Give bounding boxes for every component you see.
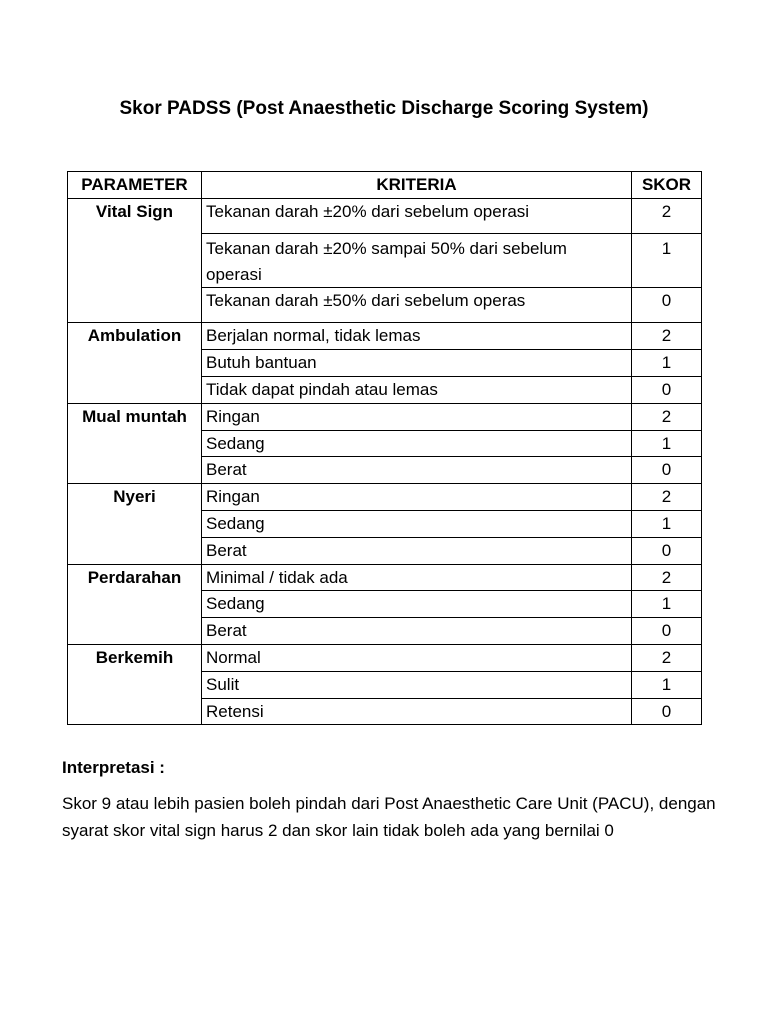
header-skor: SKOR (632, 172, 702, 199)
skor-cell: 1 (632, 510, 702, 537)
parameter-cell: Perdarahan (68, 564, 202, 644)
kriteria-cell: Normal (202, 644, 632, 671)
interpretation-text: Skor 9 atau lebih pasien boleh pindah dari Post Anaesthetic Care Unit (PACU), dengan syarat skor vital sign harus 2 dan skor lain tidak boleh ada yang bernilai 0 (62, 794, 716, 840)
table-row (68, 323, 702, 350)
skor-cell: 2 (632, 484, 702, 511)
kriteria-cell: Tekanan darah ±20% sampai 50% dari sebelum operasi (202, 233, 632, 288)
skor-cell: 0 (632, 618, 702, 645)
kriteria-cell: Ringan (202, 484, 632, 511)
kriteria-cell: Butuh bantuan (202, 350, 632, 377)
table-row (68, 403, 702, 430)
skor-cell: 2 (632, 564, 702, 591)
document-title: Skor PADSS (Post Anaesthetic Discharge Scoring System) (119, 98, 649, 119)
kriteria-cell: Retensi (202, 698, 632, 725)
kriteria-cell: Sedang (202, 430, 632, 457)
kriteria-cell: Ringan (202, 403, 632, 430)
parameter-cell: Mual muntah (68, 403, 202, 483)
interpretation-heading: Interpretasi : (62, 758, 165, 777)
kriteria-cell: Berat (202, 618, 632, 645)
skor-cell: 2 (632, 403, 702, 430)
skor-cell: 1 (632, 350, 702, 377)
skor-cell: 1 (632, 430, 702, 457)
skor-cell: 0 (632, 457, 702, 484)
skor-cell: 0 (632, 698, 702, 725)
skor-cell: 2 (632, 323, 702, 350)
kriteria-cell: Sedang (202, 510, 632, 537)
table-row (68, 198, 702, 233)
kriteria-cell: Berat (202, 537, 632, 564)
kriteria-cell: Berjalan normal, tidak lemas (202, 323, 632, 350)
skor-cell: 0 (632, 376, 702, 403)
parameter-cell: Berkemih (68, 644, 202, 724)
skor-cell: 0 (632, 288, 702, 323)
kriteria-cell: Tidak dapat pindah atau lemas (202, 376, 632, 403)
skor-cell: 1 (632, 233, 702, 288)
kriteria-cell: Tekanan darah ±50% dari sebelum operas (202, 288, 632, 323)
parameter-cell: Nyeri (68, 484, 202, 564)
kriteria-cell: Minimal / tidak ada (202, 564, 632, 591)
kriteria-cell: Tekanan darah ±20% dari sebelum operasi (202, 198, 632, 233)
padss-score-table (67, 171, 702, 725)
table-row (68, 484, 702, 511)
skor-cell: 1 (632, 671, 702, 698)
table-row (68, 564, 702, 591)
table-header-row (68, 172, 702, 199)
skor-cell: 2 (632, 198, 702, 233)
parameter-cell: Vital Sign (68, 198, 202, 323)
kriteria-cell: Sedang (202, 591, 632, 618)
header-parameter: PARAMETER (68, 172, 202, 199)
kriteria-cell: Berat (202, 457, 632, 484)
skor-cell: 2 (632, 644, 702, 671)
header-kriteria: KRITERIA (202, 172, 632, 199)
kriteria-cell: Sulit (202, 671, 632, 698)
parameter-cell: Ambulation (68, 323, 202, 403)
table-row (68, 644, 702, 671)
skor-cell: 1 (632, 591, 702, 618)
skor-cell: 0 (632, 537, 702, 564)
